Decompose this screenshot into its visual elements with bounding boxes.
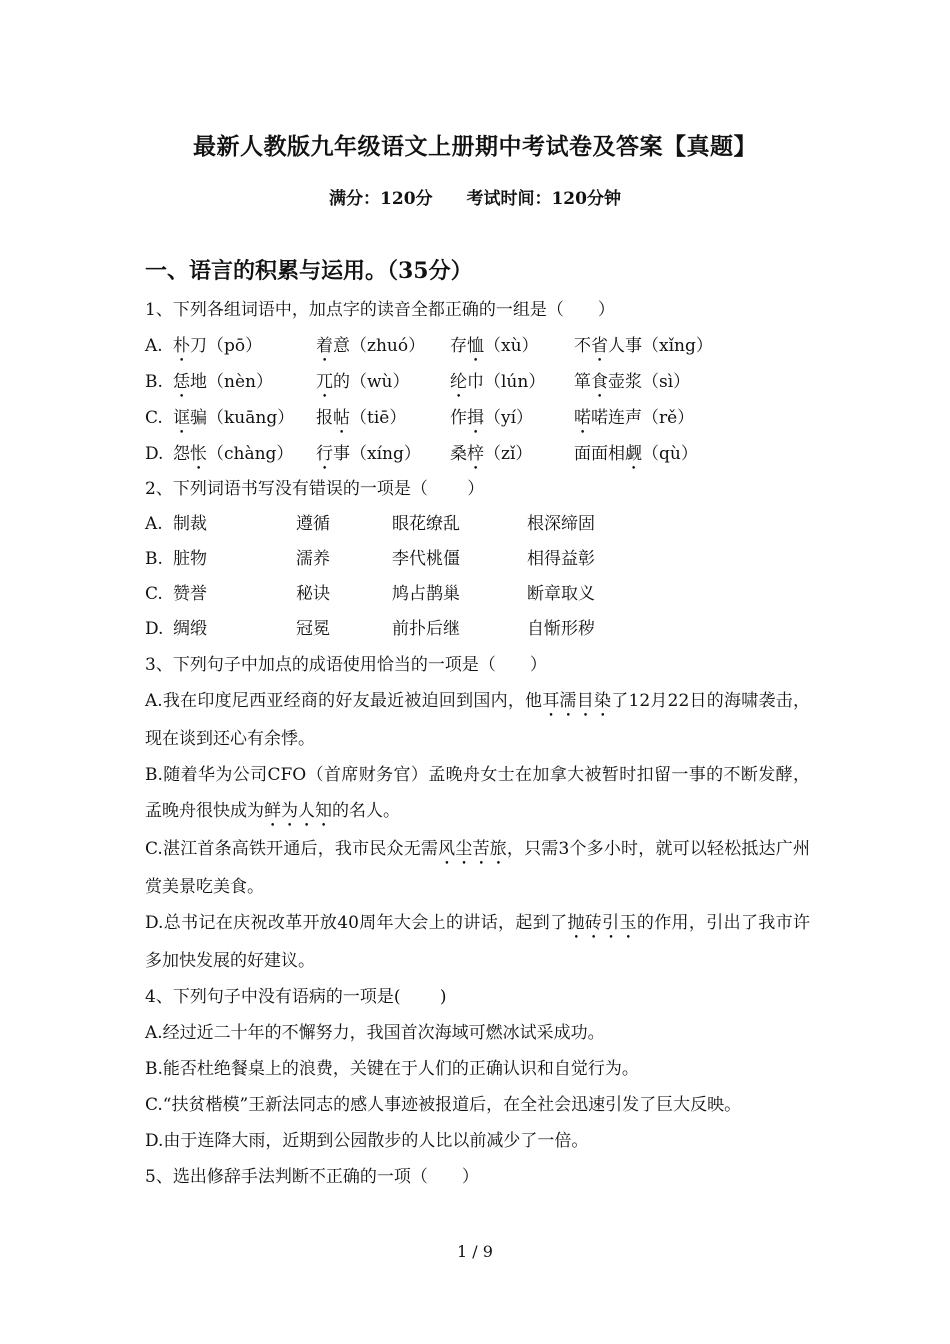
word-suffix: （zǐ） [484, 444, 533, 464]
dotted-character: 恁 [173, 372, 190, 392]
word-suffix: 壶浆（sì） [608, 372, 691, 392]
word-suffix: 地（nèn） [190, 372, 273, 392]
option-label: A. [145, 514, 163, 534]
word-prefix: 报 [316, 408, 333, 428]
option-word [574, 436, 698, 474]
option-word: 冠冕 [296, 619, 330, 639]
dotted-character: 梓 [467, 444, 484, 464]
option-word: 前扑后继 [392, 619, 460, 639]
word-suffix: 的（wù） [333, 372, 410, 392]
dotted-character: 帖 [333, 408, 350, 428]
option-word [316, 364, 450, 402]
option-row [145, 612, 810, 647]
option-word: 制裁 [173, 514, 207, 534]
sentence-start: B.随着华为公司CFO（首席财务官）孟晚舟女士在加拿大被暂时扣留一事的不断发酵，孟晚舟很快成为 [145, 765, 810, 821]
dotted-idiom: 耳濡目染 [542, 691, 612, 711]
word-prefix: 不 [574, 336, 591, 356]
word-suffix: 刀（pō） [190, 336, 263, 356]
option-label: C. [145, 584, 163, 604]
word-suffix: （xù） [484, 336, 539, 356]
word-prefix: 箪 [574, 372, 591, 392]
option-label: D. [145, 619, 164, 639]
question-2-stem: 2、下列词语书写没有错误的一项是（ ） [145, 479, 485, 499]
sentence-start: A.我在印度尼西亚经商的好友最近被迫回到国内，他 [145, 691, 543, 711]
question-2 [145, 472, 810, 647]
option-label: C. [145, 408, 163, 428]
question-1-options [145, 328, 810, 472]
word-suffix: 巾（lún） [467, 372, 546, 392]
sentence-start: C.湛江首条高铁开通后，我市民众无需 [145, 839, 439, 859]
dotted-character: 怅 [190, 444, 207, 464]
option-word [574, 364, 690, 402]
question-4-stem: 4、下列句子中没有语病的一项是( ) [145, 987, 447, 1007]
word-prefix: 怨 [173, 444, 190, 464]
question-3-stem: 3、下列句子中加点的成语使用恰当的一项是（ ） [145, 655, 547, 675]
sentence-end: ，只需3个多小时，就可以轻松抵达广州赏美景吃美食。 [145, 839, 810, 897]
word-suffix: （qù） [642, 444, 698, 464]
word-suffix: （tiē） [350, 408, 407, 428]
dotted-character: 朴 [173, 336, 190, 356]
word-suffix: 喏连声（rě） [591, 408, 695, 428]
question-4-options [145, 1015, 810, 1159]
dotted-character: 着 [316, 336, 333, 356]
dotted-character: 食 [591, 372, 608, 392]
option-word [316, 436, 450, 474]
option-word: 断章取义 [527, 584, 595, 604]
word-suffix: 事（xíng） [333, 444, 421, 464]
option-word [574, 400, 694, 438]
option-word: 秘诀 [296, 584, 330, 604]
option-label: D. [145, 444, 164, 464]
option-row [145, 364, 810, 400]
question-2-options [145, 507, 810, 647]
option-word [173, 436, 316, 474]
exam-time: 考试时间：120分钟 [466, 189, 621, 209]
full-score: 满分：120分 [329, 189, 433, 209]
option-row [145, 542, 810, 577]
option-row [145, 328, 810, 364]
option-word [173, 400, 316, 438]
option-paragraph: B.能否杜绝餐桌上的浪费，关键在于人们的正确认识和自觉行为。 [145, 1059, 639, 1079]
word-suffix: （yí） [484, 408, 534, 428]
word-suffix: （chàng） [207, 444, 294, 464]
option-word: 脏物 [173, 549, 207, 569]
option-word [450, 364, 574, 402]
option-paragraph: C.“扶贫楷模”王新法同志的感人事迹被报道后，在全社会迅速引发了巨大反映。 [145, 1095, 742, 1115]
question-5-stem: 5、选出修辞手法判断不正确的一项（ ） [145, 1167, 479, 1187]
word-prefix: 作 [450, 408, 467, 428]
option-row [145, 577, 810, 612]
option-row [145, 400, 810, 436]
dotted-character: 揖 [467, 408, 484, 428]
question-3-options [145, 683, 810, 979]
option-word: 遵循 [296, 514, 330, 534]
option-label: B. [145, 549, 163, 569]
dotted-character: 纶 [450, 372, 467, 392]
option-word: 眼花缭乱 [392, 514, 460, 534]
questions [145, 292, 810, 1195]
option-paragraph [145, 831, 810, 905]
document-title: 最新人教版九年级语文上册期中考试卷及答案【真题】 [193, 133, 757, 160]
word-prefix: 面面相 [574, 444, 625, 464]
option-word: 鸠占鹊巢 [392, 584, 460, 604]
option-word [173, 364, 316, 402]
option-word [574, 328, 713, 366]
option-paragraph [145, 683, 810, 757]
section-heading: 一、语言的积累与运用。（35分） [145, 258, 473, 284]
word-prefix: 桑 [450, 444, 467, 464]
option-word: 自惭形秽 [527, 619, 595, 639]
dotted-character: 诓 [173, 408, 190, 428]
option-label: B. [145, 372, 163, 392]
option-word [450, 400, 574, 438]
dotted-character: 兀 [316, 372, 333, 392]
option-row [145, 507, 810, 542]
sentence-end: 了12月22日的海啸袭击，现在谈到还心有余悸。 [145, 691, 811, 749]
option-word [316, 400, 450, 438]
option-word: 绸缎 [173, 619, 207, 639]
dotted-character: 行 [316, 444, 333, 464]
option-label: A. [145, 336, 163, 356]
option-word: 濡养 [296, 549, 330, 569]
dotted-character: 觑 [625, 444, 642, 464]
word-prefix: 存 [450, 336, 467, 356]
option-row [145, 436, 810, 472]
question-1-stem: 1、下列各组词语中，加点字的读音全都正确的一组是（ ） [145, 300, 615, 320]
option-paragraph: A.经过近二十年的不懈努力，我国首次海域可燃冰试采成功。 [145, 1023, 605, 1043]
sentence-start: D.总书记在庆祝改革开放40周年大会上的讲话，起到了 [145, 913, 568, 933]
option-word [173, 328, 316, 366]
sentence-end: 的作用，引出了我市许多加快发展的好建议。 [145, 913, 811, 971]
dotted-character: 省 [591, 336, 608, 356]
option-paragraph [145, 905, 810, 979]
word-suffix: 骗（kuāng） [190, 408, 295, 428]
option-paragraph [145, 757, 810, 831]
option-word [450, 436, 574, 474]
dotted-character: 喏 [574, 408, 591, 428]
exam-info [0, 184, 950, 209]
option-word: 根深缔固 [527, 514, 595, 534]
dotted-idiom: 抛砖引玉 [567, 913, 637, 933]
option-word [316, 328, 450, 366]
option-word: 赞誉 [173, 584, 207, 604]
option-word [450, 328, 574, 366]
option-paragraph: D.由于连降大雨，近期到公园散步的人比以前减少了一倍。 [145, 1131, 589, 1151]
dotted-idiom: 风尘苦旅 [438, 839, 507, 859]
sentence-end: 的名人。 [332, 801, 400, 821]
word-suffix: 意（zhuó） [333, 336, 426, 356]
dotted-idiom: 鲜为人知 [264, 801, 332, 821]
word-suffix: 人事（xǐng） [608, 336, 713, 356]
option-word: 相得益彰 [527, 549, 595, 569]
page-number: 1 / 9 [457, 1242, 493, 1261]
dotted-character: 恤 [467, 336, 484, 356]
option-word: 李代桃僵 [392, 549, 460, 569]
